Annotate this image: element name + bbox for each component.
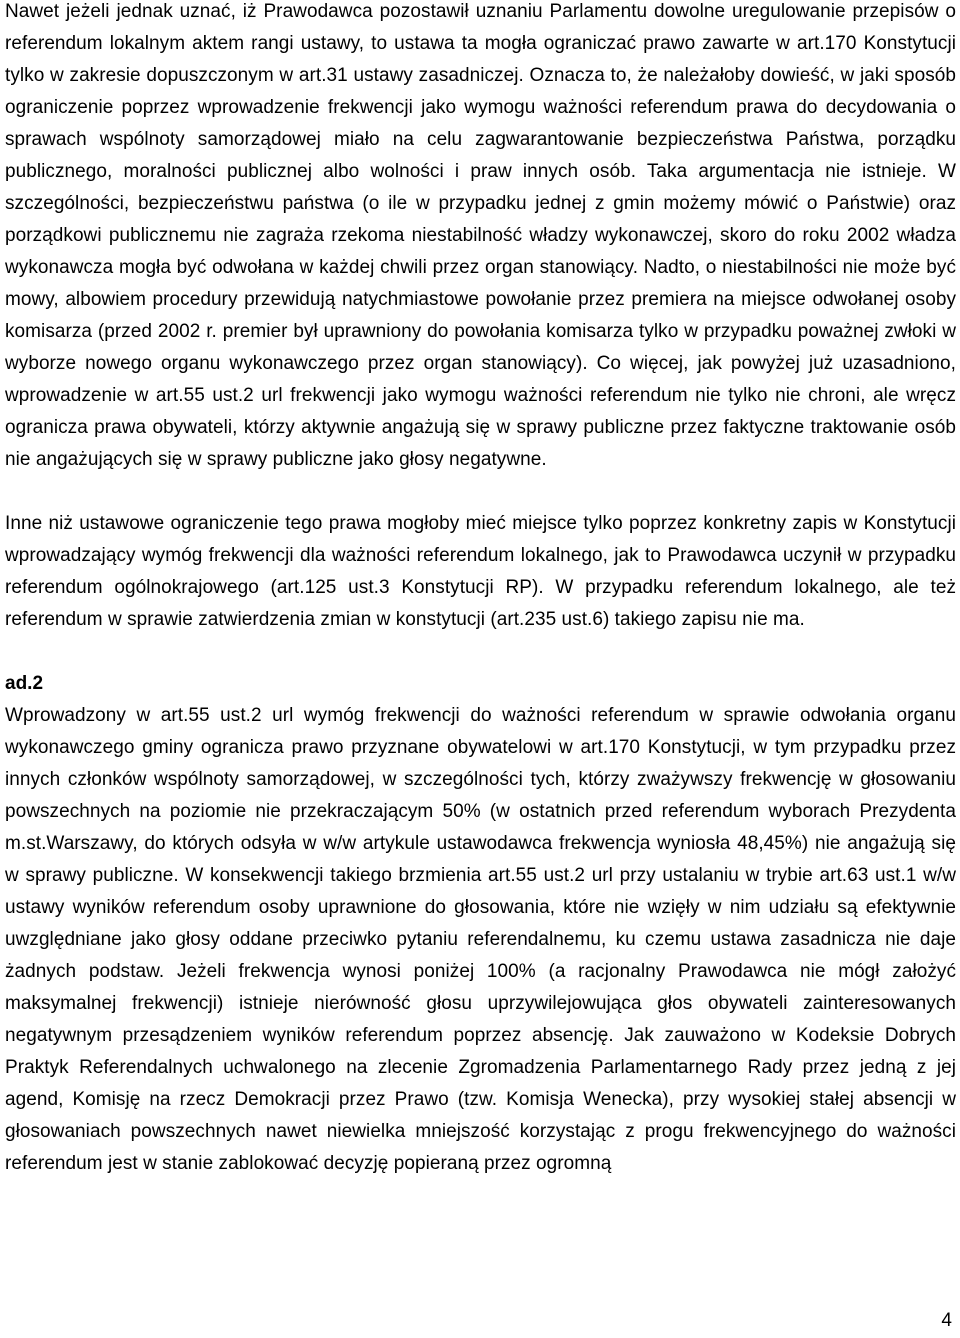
- paragraph-1: Nawet jeżeli jednak uznać, iż Prawodawca pozostawił uznaniu Parlamentu dowolne uregulowanie przepisów o referendum lokalnym aktem rangi ustawy, to ustawa ta mogła ograniczać prawo zawarte w art.170 Konstytucji tylko w zakresie dopuszczonym w art.31 ustawy zasadniczej. Oznacza to, że należałoby dowieść, w jaki sposób ograniczenie poprzez wprowadzenie frekwencji jako wymogu ważności referendum prawa do decydowania o sprawach wspólnoty samorządowej miało na celu zagwarantowanie bezpieczeństwa Państwa, porządku publicznego, moralności publicznej albo wolności i praw innych osób. Taka argumentacja nie istnieje. W szczególności, bezpieczeństwu państwa (o ile w przypadku jednej z gmin możemy mówić o Państwie) oraz porządkowi publicznemu nie zagraża rzekoma niestabilność władzy wykonawczej, skoro do roku 2002 władza wykonawcza mogła być odwołana w każdej chwili przez organ stanowiący. Nadto, o niestabilności nie może być mowy, albowiem procedury przewidują natychmiastowe powołanie przez premiera na miejsce odwołanej osoby komisarza (przed 2002 r. premier był uprawniony do powołania komisarza tylko w przypadku poważnej zwłoki w wyborze nowego organu wykonawczego przez organ stanowiący). Co więcej, jak powyżej już uzasadniono, wprowadzenie w art.55 ust.2 url frekwencji jako wymogu ważności referendum nie tylko nie chroni, ale wręcz ogranicza prawa obywateli, którzy aktywnie angażują się w sprawy publiczne przez faktyczne traktowanie osób nie angażujących się w sprawy publiczne jako głosy negatywne.: [5, 1, 956, 470]
- document-page: [5, 0, 956, 1180]
- page-number: 4: [941, 1310, 952, 1331]
- paragraph-2: Inne niż ustawowe ograniczenie tego prawa mogłoby mieć miejsce tylko poprzez konkretny zapis w Konstytucji wprowadzający wymóg frekwencji dla ważności referendum lokalnego, jak to Prawodawca uczynił w przypadku referendum ogólnokrajowego (art.125 ust.3 Konstytucji RP). W przypadku referendum lokalnego, ale też referendum w sprawie zatwierdzenia zmian w konstytucji (art.235 ust.6) takiego zapisu nie ma.: [5, 513, 956, 630]
- paragraph-spacer: [5, 636, 956, 668]
- paragraph-3: Wprowadzony w art.55 ust.2 url wymóg frekwencji do ważności referendum w sprawie odwołania organu wykonawczego gminy ogranicza prawo przyznane obywatelowi w art.170 Konstytucji, w tym przypadku przez innych członków wspólnoty samorządowej, w szczególności tych, którzy zważywszy frekwencję w głosowaniu powszechnych na poziomie nie przekraczającym 50% (w ostatnich przed referendum wyborach Prezydenta m.st.Warszawy, do których odsyła w w/w artykule ustawodawca frekwencja wyniosła 48,45%) nie angażują się w sprawy publiczne. W konsekwencji takiego brzmienia art.55 ust.2 url przy ustalaniu w trybie art.63 ust.1 w/w ustawy wyników referendum osoby uprawnione do głosowania, które nie wzięły w nim udziału są efektywnie uwzględniane jako głosy oddane przeciwko pytaniu referendalnemu, ku czemu ustawa zasadnicza nie daje żadnych podstaw. Jeżeli frekwencja wynosi poniżej 100% (a racjonalny Prawodawca nie mógł założyć maksymalnej frekwencji) istnieje nierówność głosu uprzywilejowująca głos obywateli zainteresowanych negatywnym przesądzeniem wyników referendum poprzez absencję. Jak zauważono w Kodeksie Dobrych Praktyk Referendalnych uchwalonego na zlecenie Zgromadzenia Parlamentarnego Rady przez jedną z jej agend, Komisję na rzecz Demokracji przez Prawo (tzw. Komisja Wenecka), przy wysokiej stałej absencji w głosowaniach powszechnych nawet niewielka mniejszość korzystając z progu frekwencyjnego do ważności referendum jest w stanie zablokować decyzję popieraną przez ogromną: [5, 705, 956, 1174]
- paragraph-spacer: [5, 476, 956, 508]
- section-heading: ad.2: [5, 673, 44, 694]
